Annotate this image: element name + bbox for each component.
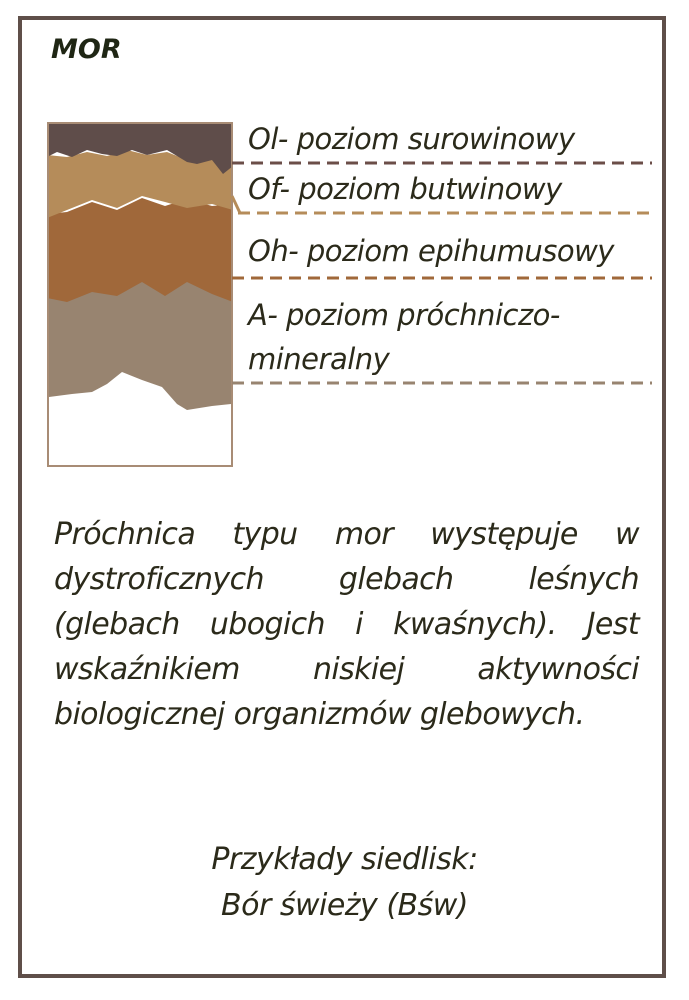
horizon-label-a-line1: A- poziom próchniczo- (248, 298, 560, 332)
horizon-label-of: Of- poziom butwinowy (248, 172, 562, 206)
horizon-label-oh: Oh- poziom epihumusowy (248, 234, 614, 268)
soil-profile (47, 122, 233, 467)
description-text: Próchnica typu mor występuje w dystroficznych glebach leśnych (glebach ubogich i kwaśnych). Jest wskaźnikiem niskiej aktywności biologicznej organizmów glebowych. (54, 517, 639, 732)
examples-item: Bór świeży (Bśw) (221, 888, 468, 923)
card-title: MOR (51, 34, 122, 65)
horizon-label-a-line2: mineralny (248, 342, 390, 376)
examples-heading: Przykłady siedlisk: (211, 842, 478, 877)
horizon-label-ol: Ol- poziom surowinowy (248, 122, 575, 156)
